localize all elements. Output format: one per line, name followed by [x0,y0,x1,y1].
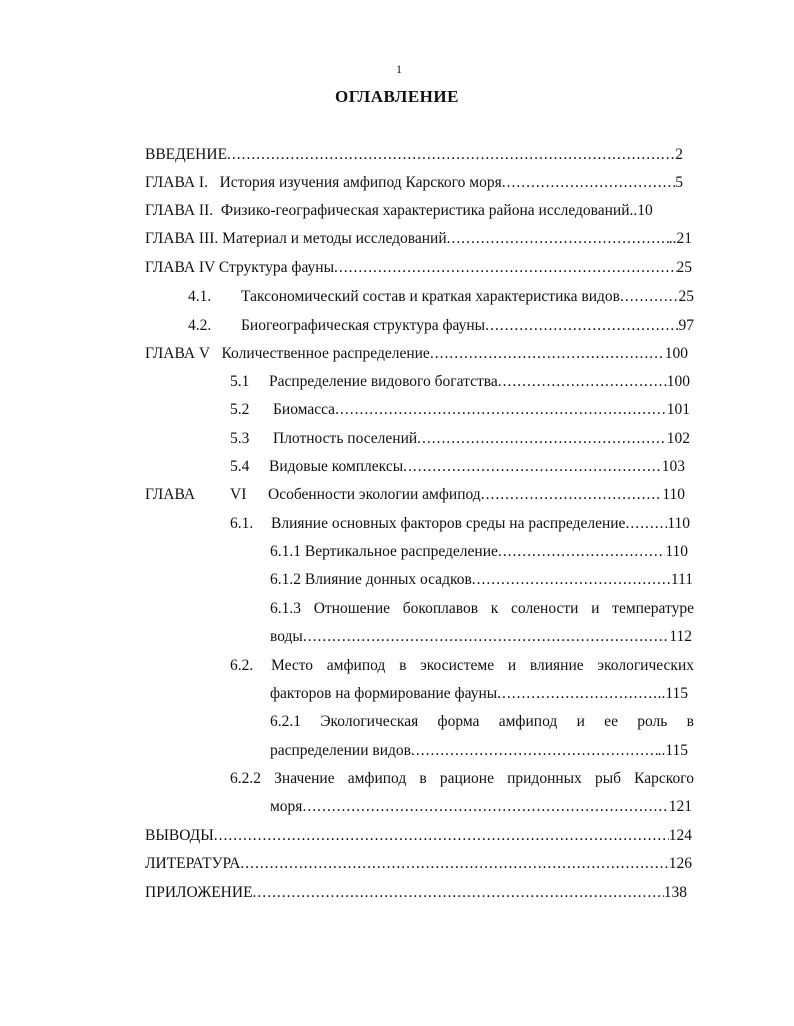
toc-entry-section-5-2[interactable] [230,398,690,422]
page-number: 1 [396,62,402,76]
toc-entry-text: 6.2.1 Экологическая форма амфипод и ее роль в [270,713,694,730]
toc-entry-number: 5.2 [230,401,250,418]
toc-entry-section-5-1[interactable] [230,370,690,394]
toc-entry-text: Распределение видового богатства [269,373,498,390]
toc-leader-dots [411,739,658,763]
toc-leader-dots [240,852,668,876]
toc-entry-page: 97 [678,317,694,334]
toc-entry-number: 4.1. [188,288,212,305]
toc-entry-page: .10 [633,202,653,219]
toc-entry-section-4-2[interactable] [188,314,694,338]
toc-leader-dots [253,881,664,905]
toc-entry-page: 126 [668,855,692,872]
toc-entry-number: 6.2. [230,657,254,674]
toc-entry-page: 121 [668,798,692,815]
toc-entry-text: ЛИТЕРАТУРА [145,855,241,872]
toc-entry-number: 5.1 [230,373,250,390]
toc-leader-dots [430,342,665,366]
toc-entry-section-6-2[interactable] [230,654,694,678]
toc-entry-text: 6.1.2 Влияние донных осадков [270,571,472,588]
toc-entry-page: 110 [667,515,690,532]
toc-leader-dots [403,455,662,479]
toc-entry-chapter-2[interactable] [145,199,689,223]
toc-entry-text: 6.1.3 Отношение бокоплавов к солености и температуре [270,600,694,617]
toc-entry-page: 2 [675,146,683,163]
toc-entry-literature[interactable] [145,852,692,876]
toc-entry-text: факторов на формирование фауны [270,685,498,702]
toc-entry-section-5-4[interactable] [230,455,685,479]
toc-entry-label: ГЛАВА [145,486,196,503]
toc-entry-chapter-5[interactable] [145,342,688,366]
toc-entry-page: 138 [663,884,687,901]
toc-entry-page: 112 [669,628,692,645]
toc-entry-text: Биогеографическая структура фауны [241,317,486,334]
toc-entry-text: ПРИЛОЖЕНИЕ [145,884,253,901]
toc-entry-text: Биомасса [273,401,336,418]
toc-leader-dots [497,682,657,706]
toc-entry-text: ГЛАВА I. История изучения амфипод Карского моря [145,174,502,191]
toc-entry-text: ВВЕДЕНИЕ [145,146,228,163]
toc-entry-number: 4.2. [188,317,212,334]
toc-entry-section-5-3[interactable] [230,427,690,451]
toc-entry-section-6-2-2[interactable] [230,767,694,791]
toc-entry-number: 5.4 [230,458,250,475]
toc-leader-dots [447,227,669,251]
toc-leader-dots [620,285,679,309]
toc-leader-dots [417,427,667,451]
toc-entry-page: 102 [666,430,690,447]
toc-entry-chapter-1[interactable] [145,171,683,195]
toc-entry-appendix[interactable] [145,881,687,905]
toc-entry-section-6-1-3-cont[interactable] [270,625,692,649]
toc-leader-dots [302,795,668,819]
toc-leader-dots [472,568,671,592]
toc-leader-dots [335,398,667,422]
toc-entry-text: Видовые комплексы [269,458,404,475]
page-title: ОГЛАВЛЕНИЕ [335,87,459,106]
toc-entry-section-6-2-2-cont[interactable] [270,795,692,819]
toc-entry-page: 111 [670,571,693,588]
toc-entry-text: Влияние основных факторов среды на распределение [271,515,626,532]
toc-leader-dots [481,483,663,507]
toc-entry-page: 100 [664,345,688,362]
toc-entry-text: Особенности экологии амфипод [268,486,481,503]
toc-entry-text: распределении видов [270,742,411,759]
toc-leader-dots [498,540,665,564]
toc-entry-text: Плотность поселений [273,430,418,447]
toc-entry-page: ..115 [657,685,688,702]
toc-leader-dots [485,314,678,338]
toc-leader-dots [227,143,675,167]
toc-leader-dots [334,256,676,280]
toc-entry-chapter-3[interactable] [145,227,692,251]
toc-entry-page: ..115 [657,742,688,759]
toc-entry-page: 100 [666,373,690,390]
toc-leader-dots [303,625,669,649]
toc-entry-text: 6.1.1 Вертикальное распределение [270,543,498,560]
toc-entry-section-6-1[interactable] [230,512,690,536]
toc-entry-chapter-4[interactable] [145,256,692,280]
toc-entry-number: 5.3 [230,430,250,447]
toc-leader-dots [625,512,667,536]
toc-entry-page: 25 [676,259,692,276]
toc-entry-text: Место амфипод в экосистеме и влияние экологических [271,657,694,674]
toc-entry-number: VI [230,486,247,503]
toc-entry-section-6-1-2[interactable] [270,568,693,592]
toc-entry-section-6-2-1-cont[interactable] [270,739,688,763]
toc-entry-section-6-2-1[interactable] [270,710,694,734]
toc-entry-page: ..21 [668,230,692,247]
toc-entry-text: ГЛАВА IV Структура фауны [145,259,335,276]
toc-entry-chapter-6[interactable] [145,483,685,507]
toc-leader-dots [498,370,667,394]
toc-entry-page: 5 [675,174,683,191]
toc-entry-introduction[interactable] [145,143,683,167]
toc-entry-text: моря [270,798,303,815]
toc-entry-text: ВЫВОДЫ [145,827,214,844]
toc-entry-page: 25 [678,288,694,305]
toc-entry-text: 6.2.2 Значение амфипод в рационе придонных рыб Карского [230,770,694,787]
toc-entry-number: 6.1. [230,515,254,532]
toc-leader-dots [214,824,669,848]
toc-entry-section-6-2-cont[interactable] [270,682,688,706]
toc-leader-dots [502,171,676,195]
toc-entry-page: 124 [668,827,692,844]
toc-entry-section-6-1-3[interactable] [270,597,694,621]
toc-entry-text: ГЛАВА II. Физико-географическая характеристика района исследований. [145,202,634,219]
toc-entry-text: воды [270,628,303,645]
toc-entry-text: ГЛАВА V Количественное распределение [145,345,430,362]
toc-entry-text: Таксономический состав и краткая характеристика видов [241,288,620,305]
toc-entry-page: 101 [666,401,690,418]
toc-entry-section-4-1[interactable] [188,285,694,309]
toc-entry-page: 110 [665,543,688,560]
toc-entry-section-6-1-1[interactable] [270,540,688,564]
toc-entry-conclusions[interactable] [145,824,692,848]
toc-entry-text: ГЛАВА III. Материал и методы исследований [145,230,447,247]
toc-entry-page: 110 [662,486,685,503]
toc-entry-page: 103 [661,458,685,475]
